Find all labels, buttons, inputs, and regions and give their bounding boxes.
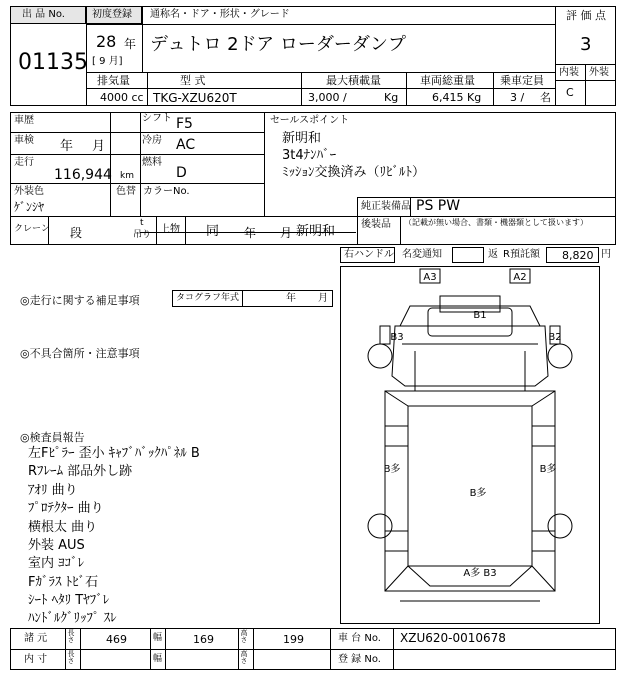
defects-label: ◎不具合箇所・注意事項	[20, 347, 140, 360]
body-month: 月	[280, 226, 293, 240]
internal-length-label: 長さ	[67, 650, 75, 664]
tachograph-month: 月	[318, 293, 328, 304]
equipment-value: PS PW	[416, 198, 461, 214]
ac-label: 冷房	[142, 135, 162, 146]
interior-label: 内装	[559, 67, 579, 78]
color-no-label: カラーNo.	[143, 186, 190, 197]
crane-label: クレーン	[14, 224, 50, 234]
r-predict-label: R預託額	[503, 249, 540, 260]
wheel-fl	[368, 344, 392, 368]
internal-label: 内 寸	[24, 654, 48, 665]
ac-value: AC	[176, 137, 196, 153]
r-predict-value: 8,820	[562, 249, 594, 262]
internal-width-label: 幅	[153, 654, 163, 664]
inspection-month: 月	[92, 139, 106, 154]
displacement-value: 4000 cc	[100, 91, 144, 104]
mileage-unit: km	[120, 171, 134, 181]
inspection-label: 車検	[14, 135, 34, 146]
length-value: 469	[106, 633, 127, 646]
ext-color-label: 外装色	[14, 186, 44, 197]
inspector-line: ﾌﾟﾛﾃｸﾀｰ 曲り	[28, 501, 104, 516]
first-reg-label: 初度登録	[92, 9, 132, 20]
yen-label: 円	[601, 249, 611, 260]
aftermarket-note: （記載が無い場合、書類・機器類として扱います）	[404, 218, 588, 227]
inspection-year: 年	[60, 139, 74, 154]
body-label: 上物	[160, 224, 180, 235]
chassis-value: XZU620-0010678	[400, 631, 506, 645]
damage-mark: B多	[539, 464, 557, 475]
reg-label: 登 録 No.	[338, 654, 381, 665]
damage-mark: B3	[390, 332, 404, 343]
damage-mark: B多	[383, 464, 401, 475]
damage-mark: A3	[423, 272, 437, 283]
tachograph-label: タコグラフ年式	[176, 293, 240, 303]
crane-lift: 吊り	[133, 230, 152, 240]
inspector-line: Fｶﾞﾗｽ ﾄﾋﾞ石	[28, 575, 99, 590]
capacity-value: 3 /	[510, 91, 525, 104]
body-maker: 新明和	[296, 224, 336, 239]
inspector-line: ﾊﾝﾄﾞﾙｸﾞﾘｯﾌﾟ ｽﾚ	[28, 611, 117, 626]
year-value: 28	[96, 32, 117, 51]
gross-weight-value: 6,415 Kg	[432, 91, 482, 104]
score-value: 3	[580, 34, 592, 55]
damage-mark: B多	[469, 488, 487, 499]
history-label: 車歴	[14, 115, 34, 126]
crane-t: t	[140, 218, 144, 228]
cab-roof	[440, 296, 500, 312]
model-value: TKG-XZU620T	[153, 91, 237, 105]
inspector-label: ◎検査員報告	[20, 431, 85, 444]
sales-point-2: 3t4ﾅﾝﾊﾞｰ	[282, 148, 337, 163]
inspector-line: ｱｵﾘ 曲り	[28, 483, 78, 498]
capacity-unit: 名	[540, 91, 551, 104]
aftermarket-label: 後装品	[361, 219, 391, 230]
exterior-label: 外装	[589, 67, 609, 78]
interior-score: C	[566, 86, 574, 99]
inspector-line: 外装 AUS	[28, 538, 85, 553]
lot-label: 出 品 No.	[22, 9, 65, 20]
inspector-line: 横根太 曲り	[28, 520, 98, 535]
tachograph-year: 年	[286, 293, 296, 304]
internal-height-label: 高さ	[240, 650, 248, 664]
dims-label: 諸 元	[24, 633, 48, 644]
width-value: 169	[193, 633, 214, 646]
height-label: 高さ	[240, 629, 248, 643]
color-code-label: 色替	[116, 186, 136, 197]
gross-weight-label: 車両総重量	[420, 74, 475, 87]
meter-change-label: 名変通知	[402, 249, 442, 260]
sales-label: セールスポイント	[270, 115, 350, 126]
ext-color-value: ｹﾞﾝｼﾔ	[14, 200, 45, 214]
year-unit: 年	[124, 37, 137, 51]
inspector-line: 左Fﾋﾟﾗｰ 歪小 ｷｬﾌﾞﾊﾞｯｸﾊﾟﾈﾙ B	[28, 446, 200, 461]
width-label: 幅	[153, 633, 163, 643]
driving-label: ◎走行に関する補足事項	[20, 294, 140, 307]
name-label: 通称名・ドア・形状・グレード	[150, 9, 290, 20]
lot-number: 01135	[18, 50, 88, 75]
mileage-value: 116,944	[54, 167, 112, 183]
height-value: 199	[283, 633, 304, 646]
max-load-label: 最大積載量	[326, 74, 381, 87]
damage-mark: B1	[473, 310, 487, 321]
body-year: 年	[244, 226, 257, 240]
length-label: 長さ	[67, 629, 75, 643]
wheel-rr	[548, 514, 572, 538]
chassis-label: 車 台 No.	[338, 633, 381, 644]
fuel-value: D	[176, 165, 187, 181]
inspector-line: ｼｰﾄ ﾍﾀﾘ Tﾔﾌﾞﾚ	[28, 593, 110, 608]
shift-value: F5	[176, 116, 193, 132]
rhd-label: 右ハンドル	[344, 249, 394, 260]
max-load-value: 3,000 /	[308, 91, 347, 104]
truck-diagram	[340, 266, 600, 624]
fuel-label: 燃料	[142, 157, 162, 168]
windshield	[400, 306, 540, 326]
model-label: 型 式	[180, 74, 206, 87]
damage-mark: A2	[513, 272, 527, 283]
inspector-line: 室内 ﾖｺﾞﾚ	[28, 556, 85, 571]
inspector-line: Rﾌﾚｰﾑ 部品外し跡	[28, 464, 133, 479]
sales-point-3: ﾐｯｼｮﾝ交換済み（ﾘﾋﾞﾙﾄ）	[282, 165, 426, 180]
damage-mark: A多 B3	[463, 568, 497, 579]
car-name: デュトロ 2ドア ローダーダンプ	[150, 34, 406, 55]
capacity-label: 乗車定員	[500, 74, 544, 87]
wheel-fr	[548, 344, 572, 368]
deck	[408, 406, 532, 566]
sales-point-1: 新明和	[282, 131, 322, 146]
reg-month: [ 9 月]	[92, 56, 123, 67]
mileage-label: 走行	[14, 157, 34, 168]
meter-change-box	[452, 247, 484, 263]
rebate-label: 返	[488, 249, 498, 260]
damage-mark: B2	[548, 332, 562, 343]
max-load-unit: Kg	[384, 91, 399, 104]
shift-label: シフト	[142, 113, 172, 124]
crane-tier: 段	[70, 226, 83, 240]
displacement-label: 排気量	[97, 74, 130, 87]
equipment-label: 純正装備品	[361, 201, 411, 212]
wheel-rl	[368, 514, 392, 538]
body-same: 同	[206, 224, 220, 239]
score-label: 評 価 点	[566, 9, 606, 22]
